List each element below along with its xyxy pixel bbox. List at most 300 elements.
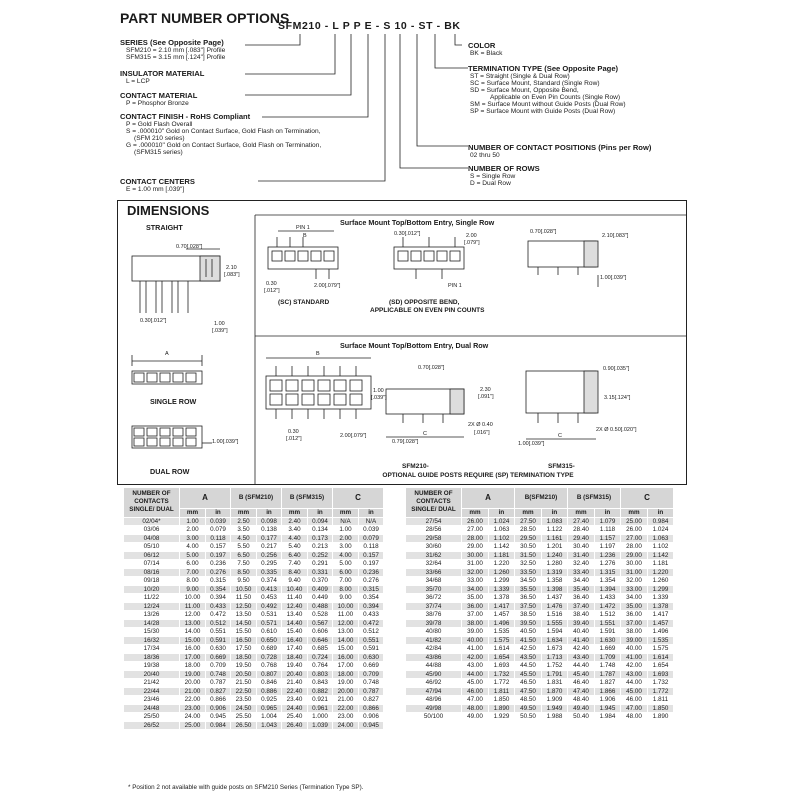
table-header-b315-right: B (SFM315) — [568, 488, 621, 509]
dimension-cell: 1.201 — [542, 543, 568, 552]
dimension-cell: 1.752 — [542, 662, 568, 671]
dimension-cell: 12.00 — [333, 619, 359, 628]
dimension-cell: 30.50 — [515, 543, 542, 552]
dimension-cell: 24.00 — [333, 721, 359, 730]
dimension-cell: 1.551 — [595, 619, 621, 628]
dimension-cell: 38.50 — [515, 611, 542, 620]
dimension-cell: 1.063 — [648, 534, 674, 543]
dimension-table-left: NUMBER OF CONTACTS SINGLE/ DUAL A B (SFM210) B (SFM315) C mm in mm in mm in mm in 02/04* 1.00 0.039 2.50 0.098 2.40 0.094 N/A N/A 03/06 2.00 0.079 3.50 0.138 3.40 0.134 1.00 0.039 04/08 3.00 0.118 4.50 0.177 4.40 0.173 2.00 0.079 05/10 4.00 0.157 5.50 0.217 5.40 0.213 3.00 0.118 06/12 5.00 0.197 6.50 0.256 6.40 0.252 4.00 0.157 07/14 6.00 0.236 7.50 0.295 7.40 0.291 5.00 0.197 08/16 7.00 0.276 8.50 0.335 8.40 0.331 6.00 0.236 09/18 8.00 0.315 9.50 0.374 9.40 0.370 7.00 0.276 10/20 9.00 0.354 10.50 0.413 10.40 0.409 8.00 0.315 11/22 10.00 0.394 11.50 0.453 11.40 0.449 9.00 0.354 12/24 11.00 0.433 12.50 0.492 12.40 0.488 10.00 0.394 13/26 12.00 0.472 13.50 0.531 13.40 0.528 11.00 0.433 14/28 13.00 0.512 14.50 0.571 14.40 0.567 12.00 0.472 15/30 14.00 0.551 15.50 0.610 15.40 0.606 13.00 0.512 16/32 15.00 0.591 16.50 0.650 16.40 0.646 14.00 0.551 17/34 16.00 0.630 17.50 0.689 17.40 0.685 15.00 0.591 18/36 17.00 0.669 18.50 0.728 18.40 0.724 16.00 0.630 19/38 18.00 0.709 19.50 0.768 19.40 0.764 17.00 0.669 20/40 19.00 0.748 20.50 0.807 20.40 0.803 18.00 0.709 21/42 20.00 0.787 21.50 0.846 21.40 0.843 19.00 0.748 22/44 21.00 0.827 22.50 0.886 22.40 0.882 20.00 0.787 23/46 22.00 0.866 23.50 0.925 23.40 0.921 21.00 0.827 24/48 23.00 0.906 24.50 0.965 24.40 0.961 22.00 0.866 25/50 24.00 0.945 25.50 1.004 25.40 1.000 23.00 0.906 26/52 25.00 0.984 26.50 1.043 26.40 1.039 24.00 0.945 — [123, 487, 384, 730]
contacts-cell: 05/10 — [124, 543, 180, 552]
contacts-cell: 25/50 — [124, 713, 180, 722]
dimension-cell: 33.00 — [621, 585, 648, 594]
contacts-cell: 10/20 — [124, 585, 180, 594]
dimension-cell: 17.00 — [333, 662, 359, 671]
sfm210-note: SFM210- — [402, 463, 429, 470]
dimension-cell: 15.00 — [333, 645, 359, 654]
dimension-cell: 1.791 — [542, 670, 568, 679]
dimension-cell: 13.00 — [333, 628, 359, 637]
dimension-cell: 22.00 — [180, 696, 206, 705]
dimension-cell: 25.00 — [621, 517, 648, 526]
dim-083-label: [.083"] — [224, 272, 240, 278]
dimension-cell: 5.00 — [333, 560, 359, 569]
dimension-cell: 18.00 — [180, 662, 206, 671]
dimension-cell: 1.630 — [595, 636, 621, 645]
dimension-cell: 28.00 — [621, 543, 648, 552]
contacts-cell: 04/08 — [124, 534, 180, 543]
dimension-cell: 16.00 — [333, 653, 359, 662]
table-header-a: A — [180, 488, 231, 509]
dimension-cell: 38.00 — [621, 628, 648, 637]
contacts-cell: 03/06 — [124, 526, 180, 535]
dimension-cell: 0.291 — [308, 560, 333, 569]
table-header-c: C — [333, 488, 384, 509]
dimension-cell: 27.40 — [568, 517, 595, 526]
dimension-cell: 43.00 — [462, 662, 489, 671]
table-row — [406, 534, 674, 543]
dimension-cell: 3.40 — [282, 526, 308, 535]
dimension-cell: 8.00 — [180, 577, 206, 586]
dimension-cell: 25.00 — [180, 721, 206, 730]
dimension-cell: 1.398 — [542, 585, 568, 594]
dimension-cell: 37.40 — [568, 602, 595, 611]
dimension-cell: 23.00 — [180, 704, 206, 713]
dimension-cell: 0.197 — [206, 551, 231, 560]
contacts-cell: 41/82 — [406, 636, 462, 645]
dimension-cell: 43.00 — [621, 670, 648, 679]
table-row — [406, 704, 674, 713]
dimension-cell: 1.945 — [595, 704, 621, 713]
dim-200-label: 2.00[.079"] — [314, 283, 341, 289]
dimension-cell: 0.866 — [359, 704, 384, 713]
dimension-cell: 1.669 — [595, 645, 621, 654]
dimension-cell: 1.476 — [542, 602, 568, 611]
dimension-cell: 13.00 — [180, 619, 206, 628]
dimension-cell: 1.181 — [489, 551, 515, 560]
dimension-cell: 1.890 — [648, 713, 674, 722]
dimension-cell: 1.417 — [489, 602, 515, 611]
contacts-cell: 35/70 — [406, 585, 462, 594]
dimension-cell: 34.00 — [462, 585, 489, 594]
contacts-cell: 46/92 — [406, 679, 462, 688]
dimension-cell: 0.630 — [206, 645, 231, 654]
dimension-cell: 0.177 — [257, 534, 282, 543]
dimension-cell: 31.00 — [462, 560, 489, 569]
dim-2x050-label: 2X Ø 0.50[.020"] — [596, 427, 637, 433]
dimension-cell: 1.181 — [648, 560, 674, 569]
option-contact-centers: CONTACT CENTERS E = 1.00 mm [.039"] — [120, 177, 195, 193]
table-header-b210: B (SFM210) — [231, 488, 282, 509]
dimension-cell: 34.50 — [515, 577, 542, 586]
dimension-cell: 1.142 — [648, 551, 674, 560]
dimension-cell: 1.909 — [542, 696, 568, 705]
dimension-cell: 1.079 — [595, 517, 621, 526]
dimension-cell: 35.00 — [462, 594, 489, 603]
dimension-cell: 35.50 — [515, 585, 542, 594]
dimension-cell: 1.693 — [489, 662, 515, 671]
dimension-cell: 28.40 — [568, 526, 595, 535]
contacts-cell: 36/72 — [406, 594, 462, 603]
dimension-cell: 0.748 — [359, 679, 384, 688]
dimension-cell: 1.457 — [489, 611, 515, 620]
dimension-cell: 45.00 — [621, 687, 648, 696]
dimension-cell: 1.614 — [648, 653, 674, 662]
contacts-cell: 33/66 — [406, 568, 462, 577]
dimension-cell: 1.594 — [542, 628, 568, 637]
dimension-cell: 16.50 — [231, 636, 257, 645]
dimension-cell: 45.50 — [515, 670, 542, 679]
dimension-cell: 23.50 — [231, 696, 257, 705]
dimension-cell: 1.890 — [489, 704, 515, 713]
dim-012-label: [.012"] — [264, 288, 280, 294]
dimension-cell: 39.40 — [568, 619, 595, 628]
table-row — [124, 602, 384, 611]
dimension-cell: 42.40 — [568, 645, 595, 654]
dimension-cell: 0.827 — [206, 687, 231, 696]
dimension-cell: 26.00 — [462, 517, 489, 526]
dimension-cell: 22.40 — [282, 687, 308, 696]
dimension-cell: 8.00 — [333, 585, 359, 594]
dimension-cell: 0.689 — [257, 645, 282, 654]
dimension-cell: 34.00 — [621, 594, 648, 603]
dim-210-label: 2.10 — [226, 265, 237, 271]
table-row — [406, 543, 674, 552]
dimension-cell: 5.00 — [180, 551, 206, 560]
dimension-cell: 39.00 — [462, 628, 489, 637]
dimension-cell: 1.555 — [542, 619, 568, 628]
dimension-cell: 2.00 — [180, 526, 206, 535]
pin1-label: PIN 1 — [296, 225, 310, 231]
dim-c-label-210: C — [423, 431, 427, 437]
dimension-cell: 0.449 — [308, 594, 333, 603]
table-header-b210-right: B(SFM210) — [515, 488, 568, 509]
dimension-cell: 0.945 — [206, 713, 231, 722]
dimension-cell: 1.870 — [542, 687, 568, 696]
dim-079b-label: 0.79[.028"] — [392, 439, 419, 445]
dimension-cell: 0.252 — [308, 551, 333, 560]
dim-030-sd-label: 0.30[.012"] — [394, 231, 421, 237]
dimension-cell: 9.00 — [180, 585, 206, 594]
dimension-cell: 0.606 — [308, 628, 333, 637]
dimension-cell: 1.004 — [257, 713, 282, 722]
dimension-cell: 0.567 — [308, 619, 333, 628]
dimension-cell: 23.00 — [333, 713, 359, 722]
option-insulator: INSULATOR MATERIAL L = LCP — [120, 69, 205, 85]
dimension-cell: 0.724 — [308, 653, 333, 662]
dimension-cell: 33.50 — [515, 568, 542, 577]
dimension-cell: 1.614 — [489, 645, 515, 654]
dimension-cell: 42.50 — [515, 645, 542, 654]
dim-230-label: 2.30 — [480, 387, 491, 393]
dimension-cell: 17.40 — [282, 645, 308, 654]
dimension-cell: 46.00 — [621, 696, 648, 705]
dimension-cell: 0.453 — [257, 594, 282, 603]
dimension-cell: 34.40 — [568, 577, 595, 586]
dimension-cell: 32.00 — [621, 577, 648, 586]
dimension-cell: 1.732 — [489, 670, 515, 679]
contacts-cell: 32/64 — [406, 560, 462, 569]
table-row — [406, 645, 674, 654]
dimension-cell: 0.846 — [257, 679, 282, 688]
footnote: * Position 2 not available with guide posts on SFM210 Series (Termination Type SP). — [128, 784, 364, 791]
table-row — [406, 679, 674, 688]
dimension-cell: 1.811 — [648, 696, 674, 705]
dimensions-title: DIMENSIONS — [127, 203, 210, 218]
dimension-cell: 0.197 — [359, 560, 384, 569]
dimension-cell: 1.472 — [595, 602, 621, 611]
option-series: SERIES (See Opposite Page) SFM210 = 2.10 mm [.083"] Profile SFM315 = 3.15 mm [.124"] Profile — [120, 38, 226, 61]
dimension-cell: 1.866 — [595, 687, 621, 696]
dimension-cell: 3.00 — [180, 534, 206, 543]
guide-posts-note: OPTIONAL GUIDE POSTS REQUIRE (SP) TERMINATION TYPE — [382, 472, 574, 479]
dimension-cell: 16.40 — [282, 636, 308, 645]
dimension-cell: 30.00 — [462, 551, 489, 560]
contacts-cell: 23/46 — [124, 696, 180, 705]
dimension-table-right: NUMBER OF CONTACTS SINGLE/ DUAL A B(SFM210) B (SFM315) C mm in mm in mm in mm in 27/54 26.00 1.024 27.50 1.083 27.40 1.079 25.00 0.984 28/56 27.00 1.063 28.50 1.122 28.40 1.118 26.00 1.024 29/58 28.00 1.102 29.50 1.161 29.40 1.157 27.00 1.063 30/60 29.00 1.142 30.50 1.201 30.40 1.197 28.00 1.102 31/62 30.00 1.181 31.50 1.240 31.40 1.236 29.00 1.142 32/64 31.00 1.220 32.50 1.280 32.40 1.276 30.00 1.181 33/66 32.00 1.260 33.50 1.319 33.40 1.315 31.00 1.220 34/68 33.00 1.299 34.50 1.358 34.40 1.354 32.00 1.260 35/70 34.00 1.339 35.50 1.398 35.40 1.394 33.00 1.299 36/72 35.00 1.378 36.50 1.437 36.40 1.433 34.00 1.339 37/74 36.00 1.417 37.50 1.476 37.40 1.472 35.00 1.378 38/76 37.00 1.457 38.50 1.516 38.40 1.512 36.00 1.417 39/78 38.00 1.496 39.50 1.555 39.40 1.551 37.00 1.457 40/80 39.00 1.535 40.50 1.594 40.40 1.591 38.00 1.496 41/82 40.00 1.575 41.50 1.634 41.40 1.630 39.00 1.535 42/84 41.00 1.614 42.50 1.673 42.40 1.669 40.00 1.575 43/86 42.00 1.654 43.50 1.713 43.40 1.709 41.00 1.614 44/88 43.00 1.693 44.50 1.752 44.40 1.748 42.00 1.654 45/90 44.00 1.732 45.50 1.791 45.40 1.787 43.00 1.693 46/92 45.00 1.772 46.50 1.831 46.40 1.827 44.00 1.732 47/94 46.00 1.811 47.50 1.870 47.40 1.866 45.00 1.772 48/96 47.00 1.850 48.50 1.909 48.40 1.906 46.00 1.811 49/98 48.00 1.890 49.50 1.949 49.40 1.945 47.00 1.850 50/100 49.00 1.929 50.50 1.988 50.40 1.984 48.00 1.890 — [405, 487, 674, 722]
dimension-cell: 44.50 — [515, 662, 542, 671]
dimension-cell: 0.984 — [648, 517, 674, 526]
dimension-cell: 40.00 — [621, 645, 648, 654]
contacts-cell: 18/36 — [124, 653, 180, 662]
table-row — [406, 568, 674, 577]
contacts-cell: 26/52 — [124, 721, 180, 730]
dimension-cell: 35.00 — [621, 602, 648, 611]
contacts-cell: 09/18 — [124, 577, 180, 586]
option-color: COLOR BK = Black — [468, 41, 503, 57]
dimension-cell: 32.50 — [515, 560, 542, 569]
dimension-cell: 13.50 — [231, 611, 257, 620]
contacts-cell: 14/28 — [124, 619, 180, 628]
dimension-cell: 0.276 — [206, 568, 231, 577]
dimension-cell: 19.40 — [282, 662, 308, 671]
dimension-cell: 8.50 — [231, 568, 257, 577]
table-row — [124, 696, 384, 705]
dim-039-label: [.039"] — [212, 328, 228, 334]
dimension-cell: N/A — [359, 517, 384, 526]
dimension-cell: 1.161 — [542, 534, 568, 543]
contacts-cell: 24/48 — [124, 704, 180, 713]
dimension-cell: 0.787 — [206, 679, 231, 688]
dim-100-dual-label: 1.00 — [373, 388, 384, 394]
dimension-cell: 0.827 — [359, 696, 384, 705]
dimension-cell: 0.315 — [206, 577, 231, 586]
dimension-cell: 48.40 — [568, 696, 595, 705]
sd-caption-1: (SD) OPPOSITE BEND, — [389, 299, 460, 306]
dimension-cell: 14.50 — [231, 619, 257, 628]
dim-039-dual-label: [.039"] — [371, 395, 387, 401]
contacts-cell: 31/62 — [406, 551, 462, 560]
dimension-cell: 7.50 — [231, 560, 257, 569]
dimension-cell: 6.50 — [231, 551, 257, 560]
dimension-cell: 0.961 — [308, 704, 333, 713]
dimension-cell: 20.40 — [282, 670, 308, 679]
table-row — [406, 662, 674, 671]
dimension-cell: 37.00 — [462, 611, 489, 620]
dimension-cell: 1.988 — [542, 713, 568, 722]
dimension-cell: 22.50 — [231, 687, 257, 696]
table-header-contacts: NUMBER OF CONTACTS SINGLE/ DUAL — [124, 488, 180, 518]
dimension-cell: 23.40 — [282, 696, 308, 705]
dimension-cell: 1.906 — [595, 696, 621, 705]
dimension-cell: 22.00 — [333, 704, 359, 713]
dimension-cell: 30.40 — [568, 543, 595, 552]
dimension-cell: 21.50 — [231, 679, 257, 688]
table-row — [124, 585, 384, 594]
dimension-cell: 1.512 — [595, 611, 621, 620]
table-row — [124, 526, 384, 535]
table-row — [124, 704, 384, 713]
dimension-cell: 0.528 — [308, 611, 333, 620]
dimension-cell: 11.00 — [333, 611, 359, 620]
dimension-cell: 0.295 — [257, 560, 282, 569]
dimension-cell: 1.673 — [542, 645, 568, 654]
dimension-cell: 1.437 — [542, 594, 568, 603]
dimension-cell: 0.787 — [359, 687, 384, 696]
dimension-cell: 33.00 — [462, 577, 489, 586]
contacts-cell: 15/30 — [124, 628, 180, 637]
option-contact-finish: CONTACT FINISH - RoHS Compliant P = Gold Flash Overall S = .000010" Gold on Contact Surface, Gold Flash on Termination, (SFM 210 series) G = .000010" Gold on Contact Surface, Gold Flash on Termination, (SFM315 series) — [120, 112, 322, 156]
dimension-cell: 0.094 — [308, 517, 333, 526]
dimension-table-left-wrap — [123, 487, 384, 730]
dimension-cell: 31.00 — [621, 568, 648, 577]
dimension-cell: 20.00 — [333, 687, 359, 696]
dimension-cell: 1.457 — [648, 619, 674, 628]
table-row — [406, 577, 674, 586]
table-row — [406, 670, 674, 679]
dimension-cell: 1.591 — [595, 628, 621, 637]
dimension-cell: 0.118 — [206, 534, 231, 543]
dimension-cell: 17.50 — [231, 645, 257, 654]
dimension-cell: 9.00 — [333, 594, 359, 603]
dimension-cell: 21.00 — [180, 687, 206, 696]
dimension-cell: 7.40 — [282, 560, 308, 569]
table-row — [406, 517, 674, 526]
dimension-cell: 41.00 — [462, 645, 489, 654]
dimension-cell: 0.764 — [308, 662, 333, 671]
dimension-cell: 1.236 — [595, 551, 621, 560]
dimension-cell: 14.40 — [282, 619, 308, 628]
table-row — [406, 551, 674, 560]
dimension-cell: 18.50 — [231, 653, 257, 662]
dimension-cell: 1.394 — [595, 585, 621, 594]
dimension-cell: 26.50 — [231, 721, 257, 730]
dimension-cell: 1.949 — [542, 704, 568, 713]
dimension-cell: 44.40 — [568, 662, 595, 671]
dim-030a-label: 0.30 — [266, 281, 277, 287]
dimension-cell: 8.40 — [282, 568, 308, 577]
dimension-cell: N/A — [333, 517, 359, 526]
dimension-cell: 5.40 — [282, 543, 308, 552]
dimension-cell: 36.40 — [568, 594, 595, 603]
dimension-cell: 0.472 — [359, 619, 384, 628]
table-row — [124, 636, 384, 645]
dim-030-dual-label: 0.30 — [288, 429, 299, 435]
dimension-cell: 4.40 — [282, 534, 308, 543]
table-row — [406, 585, 674, 594]
dimension-cell: 1.354 — [595, 577, 621, 586]
dimension-cell: 10.00 — [333, 602, 359, 611]
dimension-cell: 2.50 — [231, 517, 257, 526]
dimension-cell: 1.000 — [308, 713, 333, 722]
dimension-cell: 48.50 — [515, 696, 542, 705]
dimension-cell: 0.728 — [257, 653, 282, 662]
table-row — [406, 619, 674, 628]
dimension-cell: 0.591 — [206, 636, 231, 645]
dimension-cell: 41.00 — [621, 653, 648, 662]
dimension-cell: 15.50 — [231, 628, 257, 637]
dimension-cell: 39.50 — [515, 619, 542, 628]
dim-a-label-single: A — [165, 351, 169, 357]
dimension-cell: 10.40 — [282, 585, 308, 594]
dimension-cell: 43.40 — [568, 653, 595, 662]
table-row — [124, 517, 384, 526]
sfm315-note: SFM315- — [548, 463, 575, 470]
dimension-cell: 6.40 — [282, 551, 308, 560]
dimension-cell: 0.803 — [308, 670, 333, 679]
dimension-cell: 0.571 — [257, 619, 282, 628]
dimension-cell: 1.929 — [489, 713, 515, 722]
dimension-cell: 0.472 — [206, 611, 231, 620]
dimension-cell: 0.512 — [206, 619, 231, 628]
dim-100b-label: 1.00[.039"] — [212, 439, 239, 445]
dimension-cell: 0.413 — [257, 585, 282, 594]
dimension-cell: 27.00 — [621, 534, 648, 543]
dimension-cell: 0.157 — [359, 551, 384, 560]
dimension-cell: 1.118 — [595, 526, 621, 535]
dimension-cell: 47.40 — [568, 687, 595, 696]
dimension-cell: 1.039 — [308, 721, 333, 730]
table-row — [406, 602, 674, 611]
dimension-cell: 0.374 — [257, 577, 282, 586]
dimension-cell: 0.134 — [308, 526, 333, 535]
dimension-cell: 14.00 — [180, 628, 206, 637]
dimension-cell: 0.866 — [206, 696, 231, 705]
table-left-body — [124, 517, 384, 730]
contacts-cell: 19/38 — [124, 662, 180, 671]
table-row — [406, 653, 674, 662]
dimension-cell: 15.40 — [282, 628, 308, 637]
smt-dual-title: Surface Mount Top/Bottom Entry, Dual Row — [340, 341, 489, 350]
dimension-cell: 0.039 — [206, 517, 231, 526]
dim-200-dual-label: 2.00[.079"] — [340, 433, 367, 439]
dimension-cell: 50.50 — [515, 713, 542, 722]
dimension-cell: 29.00 — [621, 551, 648, 560]
sc-standard-caption: (SC) STANDARD — [278, 299, 330, 306]
dimension-cell: 0.984 — [206, 721, 231, 730]
table-row — [406, 526, 674, 535]
dimension-cell: 1.575 — [489, 636, 515, 645]
dim-200a-label: 2.00 — [466, 233, 477, 239]
dimension-cell: 1.299 — [648, 585, 674, 594]
table-row — [406, 687, 674, 696]
dimension-cell: 0.492 — [257, 602, 282, 611]
dim-b-label-dual: B — [316, 351, 320, 357]
contacts-cell: 17/34 — [124, 645, 180, 654]
table-header-b315: B (SFM315) — [282, 488, 333, 509]
dimension-cell: 0.118 — [359, 543, 384, 552]
dimension-cell: 0.138 — [257, 526, 282, 535]
dimension-cell: 48.00 — [621, 713, 648, 722]
dimension-cell: 1.496 — [648, 628, 674, 637]
dimension-cell: 13.40 — [282, 611, 308, 620]
table-row — [124, 662, 384, 671]
dim-070-dual-label: 0.70[.028"] — [418, 365, 445, 371]
table-row — [124, 543, 384, 552]
dimension-cell: 24.40 — [282, 704, 308, 713]
dimension-cell: 2.40 — [282, 517, 308, 526]
dimension-cell: 4.00 — [180, 543, 206, 552]
table-row — [124, 534, 384, 543]
dimension-cell: 0.650 — [257, 636, 282, 645]
